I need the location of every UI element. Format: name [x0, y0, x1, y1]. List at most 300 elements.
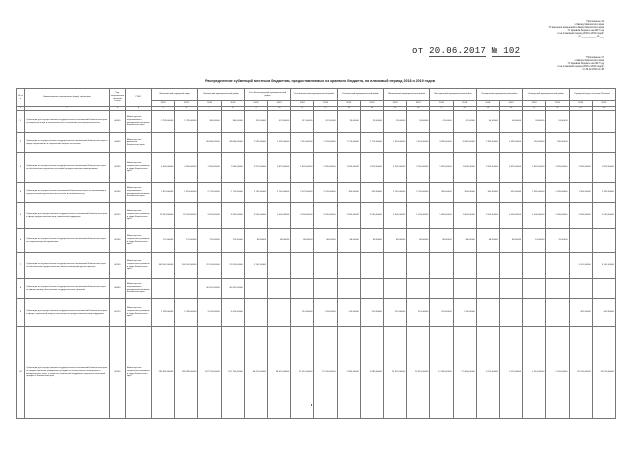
year-header: 2019	[453, 101, 476, 107]
row-number-cell: 9	[17, 299, 25, 327]
amount-cell: 250,00000	[546, 133, 569, 153]
amount-cell	[546, 299, 569, 327]
subvention-name-cell: Субвенции на осуществление государственных полномочий Камчатского края по социальному обслуживанию	[25, 229, 110, 253]
amount-cell: 355,00000	[453, 183, 476, 203]
year-header: 2019	[407, 101, 430, 107]
year-header: 2019	[221, 101, 244, 107]
amount-cell: 303 001,00000	[152, 253, 175, 279]
amount-cell	[569, 133, 592, 153]
amount-cell: 7 913,00000	[291, 133, 314, 153]
column-number: 17	[430, 107, 453, 111]
amount-cell: 345,00000	[198, 111, 221, 133]
amount-cell: 3 205,00000	[314, 203, 337, 229]
amount-cell: 183 995,00000	[152, 327, 175, 419]
amount-cell: 7 595,00000	[268, 133, 291, 153]
column-number: 6	[175, 107, 198, 111]
amount-cell: 417,00000	[314, 111, 337, 133]
table-row	[17, 327, 616, 419]
header-line: к Закону Камчатского края	[574, 59, 604, 62]
amount-cell: 3 205,00000	[198, 203, 221, 229]
column-number: 11	[291, 107, 314, 111]
amount-cell: 1 392,00000	[476, 133, 499, 153]
col-header-district: Соболевский муниципальный район	[337, 89, 383, 101]
amount-cell: 1 005,00000	[476, 203, 499, 229]
table-row	[17, 203, 616, 229]
amount-cell: 1 825,00000	[453, 153, 476, 183]
amount-cell: 1 015,00000	[476, 327, 499, 419]
subvention-name-cell: Субвенции на осуществление полномочий Камчатского края по организации и осуществлению деятельности по опеке и попечительству	[25, 183, 110, 203]
amount-cell: 88,00000	[360, 229, 383, 253]
amount-cell	[499, 279, 522, 299]
amount-cell: 1 005,00000	[383, 203, 406, 229]
table-row	[17, 299, 616, 327]
col-header-district: Олюторский муниципальный район	[523, 89, 569, 101]
amount-cell: 355,00000	[499, 183, 522, 203]
amount-cell: 3 205,00000	[221, 203, 244, 229]
amount-cell	[430, 253, 453, 279]
grbs-cell: Министерство социального развития и труда Камчатского края	[125, 153, 151, 183]
grbs-cell: Министерство социального развития и труда Камчатского края	[125, 299, 151, 327]
amount-cell: 24,00000	[546, 111, 569, 133]
amount-cell	[523, 299, 546, 327]
row-number-cell: 4	[17, 183, 25, 203]
year-header: 2019	[268, 101, 291, 107]
amount-cell: 1 005,00000	[523, 203, 546, 229]
header-previous-appendix-block	[434, 56, 604, 71]
code-cell: 40130	[109, 153, 125, 183]
amount-cell: 250,00000	[523, 133, 546, 153]
year-header: 2019	[360, 101, 383, 107]
header-line: "О краевом бюджете на 2017 год	[567, 62, 604, 65]
column-number: 23	[569, 107, 592, 111]
column-number: 1	[17, 107, 25, 111]
row-number-cell: 1	[17, 111, 25, 133]
header-line: и на плановый период 2018 и 2019 годов"	[557, 32, 604, 35]
year-header: 2018	[152, 101, 175, 107]
amount-cell: 88,00000	[407, 229, 430, 253]
amount-cell	[476, 299, 499, 327]
year-header: 2018	[291, 101, 314, 107]
amount-cell: 7 595,00000	[244, 133, 267, 153]
subventions-table	[16, 88, 616, 419]
amount-cell: 214,00000	[453, 299, 476, 327]
amount-cell	[337, 279, 360, 299]
header-line: "Приложение 17	[585, 56, 604, 59]
amount-cell: 33,00000	[383, 111, 406, 133]
amount-cell: 2 995,00000	[360, 327, 383, 419]
amount-cell: 3 992,00000	[430, 133, 453, 153]
subvention-name-cell: Субвенции на осуществление государственных полномочий Камчатского края по обеспечению отдельных категорий граждан жилыми помещениями	[25, 153, 110, 183]
amount-cell	[407, 279, 430, 299]
amount-cell: 27 015,00000	[314, 327, 337, 419]
column-number: 7	[198, 107, 221, 111]
amount-cell: 44,00000	[476, 111, 499, 133]
amount-cell: 1 005,00000	[592, 203, 615, 229]
amount-cell: 1 825,00000	[569, 153, 592, 183]
amount-cell: 1 825,00000	[499, 153, 522, 183]
amount-cell: 2 875,00000	[244, 153, 267, 183]
amount-cell: 3 415,00000	[198, 299, 221, 327]
amount-cell: 88,00000	[314, 229, 337, 253]
amount-cell: 88,00000	[291, 229, 314, 253]
amount-cell: 1 005,00000	[546, 203, 569, 229]
header-appendix-block	[434, 20, 604, 38]
amount-cell: 2 005,00000	[268, 203, 291, 229]
grbs-cell: Министерство финансов Камчатского края	[125, 133, 151, 153]
code-cell: 40170	[109, 299, 125, 327]
amount-cell: 22 015,00000	[198, 253, 221, 279]
code-cell: 40100	[109, 327, 125, 419]
column-number: 20	[499, 107, 522, 111]
year-header: 2018	[244, 101, 267, 107]
amount-cell	[430, 279, 453, 299]
amount-cell: 23 015,00000	[383, 327, 406, 419]
amount-cell: 15,00000	[523, 229, 546, 253]
column-number: 21	[523, 107, 546, 111]
amount-cell: 48 830,00000	[198, 133, 221, 153]
amount-cell: 5 101,00000	[569, 253, 592, 279]
amount-cell: 1 825,00000	[291, 153, 314, 183]
amount-cell: 7 424,00000	[407, 133, 430, 153]
amount-cell: 22 015,00000	[221, 253, 244, 279]
amount-cell: 27 015,00000	[291, 327, 314, 419]
amount-cell	[453, 253, 476, 279]
amount-cell: 214,00000	[360, 299, 383, 327]
column-number: 13	[337, 107, 360, 111]
year-header: 2018	[198, 101, 221, 107]
amount-cell: 1 285,00000	[152, 299, 175, 327]
amount-cell: 88,00000	[268, 229, 291, 253]
amount-cell: 2 875,00000	[268, 153, 291, 183]
col-header-district: Мильковский муниципальный район	[383, 89, 429, 101]
amount-cell: 1 813,00000	[152, 183, 175, 203]
amount-cell: 3 205,00000	[291, 203, 314, 229]
amount-cell: 2 005,00000	[337, 203, 360, 229]
amount-cell: 7 714,00000	[337, 133, 360, 153]
amount-cell: 7 424,00000	[383, 133, 406, 153]
column-number: 22	[546, 107, 569, 111]
amount-cell: 1 825,00000	[476, 153, 499, 183]
column-number: 15	[383, 107, 406, 111]
amount-cell: 2 745,00000	[268, 183, 291, 203]
amount-cell	[523, 279, 546, 299]
amount-cell: 3 992,00000	[453, 133, 476, 153]
grbs-cell: Министерство социального развития и труда Камчатского края	[125, 203, 151, 229]
grbs-cell: Министерство образования и молодежной политики Камчатского края	[125, 183, 151, 203]
header-line: и на плановый период 2018 и 2019 годов"	[557, 65, 604, 68]
amount-cell: 183 995,00000	[175, 327, 198, 419]
col-header-name: Наименование направления (вида) субвенции	[25, 89, 110, 107]
amount-cell: 1 825,00000	[360, 153, 383, 183]
amount-cell: 2 995,00000	[337, 327, 360, 419]
year-header: 2018	[569, 101, 592, 107]
subvention-name-cell: Субвенции для осуществления государственных полномочий Камчатского края в сфере предоставления мер социальной поддержки	[25, 203, 110, 229]
amount-cell	[569, 279, 592, 299]
col-header-district: Усть-Камчатский муниципальный район	[291, 89, 337, 101]
amount-cell: 474,00000	[244, 111, 267, 133]
amount-cell: 17 405,00000	[430, 327, 453, 419]
code-cell: 40160	[109, 229, 125, 253]
amount-cell: 33,00000	[407, 111, 430, 133]
amount-cell: 1 355,00000	[523, 183, 546, 203]
amount-cell: 402,00000	[592, 299, 615, 327]
amount-cell: 2 745,00000	[244, 183, 267, 203]
amount-cell	[268, 253, 291, 279]
code-cell: 40150	[109, 253, 125, 279]
amount-cell: 4 565,00000	[152, 153, 175, 183]
amount-cell	[499, 253, 522, 279]
table-row	[17, 279, 616, 299]
amount-cell	[383, 279, 406, 299]
amount-cell	[175, 133, 198, 153]
column-number: 24	[592, 107, 615, 111]
amount-cell: 1 825,00000	[337, 153, 360, 183]
column-number: 8	[221, 107, 244, 111]
column-number: 16	[407, 107, 430, 111]
header-line: Приложение 12	[586, 20, 604, 23]
amount-cell: 47,00000	[453, 111, 476, 133]
col-header-district: Елизовский муниципальный район	[198, 89, 244, 101]
row-number-cell: 10	[17, 327, 25, 419]
column-number: 19	[476, 107, 499, 111]
amount-cell: 1 285,00000	[175, 299, 198, 327]
year-header: 2019	[592, 101, 615, 107]
amount-cell: 2 075,00000	[291, 183, 314, 203]
amount-cell: 187 755,00000	[221, 327, 244, 419]
subvention-name-cell: Субвенции на осуществление государственных полномочий Камчатского края по финансовому обеспечению государственных гарантий	[25, 279, 110, 299]
amount-cell: 46 031,00000	[198, 279, 221, 299]
row-number-cell: 3	[17, 153, 25, 183]
amount-cell	[175, 279, 198, 299]
amount-cell	[476, 253, 499, 279]
amount-cell: 33,00000	[337, 111, 360, 133]
amount-cell	[407, 253, 430, 279]
amount-cell	[592, 133, 615, 153]
amount-cell	[314, 279, 337, 299]
amount-cell: 15,00000	[546, 229, 569, 253]
grbs-cell: Министерство социального развития и труда Камчатского края	[125, 253, 151, 279]
amount-cell: 7 714,00000	[360, 133, 383, 153]
table-row	[17, 229, 616, 253]
subvention-name-cell: Субвенции для осуществления государственных полномочий Камчатского края по вопросам опеки и попечительства в отношении несовершеннолетних	[25, 111, 110, 133]
column-number: 2	[25, 107, 110, 111]
amount-cell: 214,00000	[337, 299, 360, 327]
amount-cell: 22 619,00000	[175, 203, 198, 229]
amount-cell: 474,00000	[268, 111, 291, 133]
amount-cell: 1 795,00000	[152, 111, 175, 133]
subvention-name-cell: Субвенции для осуществления государственных полномочий Камчатского края в сфере социальной защиты населения по предоставлению мер поддержки	[25, 299, 110, 327]
amount-cell: 33,00000	[360, 111, 383, 133]
amount-cell: 22 619,00000	[152, 203, 175, 229]
column-number: 4	[125, 107, 151, 111]
stamp-date: 20.06.2017	[429, 46, 487, 56]
stamp-number: № 102	[491, 46, 521, 56]
year-header: 2018	[337, 101, 360, 107]
table-row	[17, 111, 616, 133]
amount-cell	[499, 299, 522, 327]
amount-cell: 1 825,00000	[523, 153, 546, 183]
grbs-cell: Министерство социального развития и труда Камчатского края	[125, 229, 151, 253]
amount-cell: 88,00000	[476, 229, 499, 253]
amount-cell: 355,00000	[430, 183, 453, 203]
amount-cell: 3 415,00000	[221, 299, 244, 327]
amount-cell: 1 355,00000	[546, 183, 569, 203]
amount-cell: 187 755,00000	[198, 327, 221, 419]
amount-cell: 303 001,00000	[175, 253, 198, 279]
amount-cell: 1 392,00000	[499, 133, 522, 153]
amount-cell: 1 355,00000	[592, 183, 615, 203]
amount-cell: 1 005,00000	[569, 203, 592, 229]
amount-cell: 2 005,00000	[244, 203, 267, 229]
amount-cell: 2 205,00000	[407, 153, 430, 183]
amount-cell: 47,00000	[430, 111, 453, 133]
amount-cell	[268, 279, 291, 299]
amount-cell: 214,00000	[407, 299, 430, 327]
amount-cell: 38 414,00000	[244, 327, 267, 419]
code-cell: 40040	[109, 133, 125, 153]
amount-cell: 1 825,00000	[592, 153, 615, 183]
amount-cell: 1 005,00000	[453, 203, 476, 229]
code-cell: 40040	[109, 279, 125, 299]
table-row	[17, 183, 616, 203]
header-line: к Закону Камчатского края	[574, 23, 604, 26]
amount-cell	[476, 279, 499, 299]
column-number: 10	[268, 107, 291, 111]
amount-cell	[360, 279, 383, 299]
amount-cell: 48 830,00000	[221, 133, 244, 153]
subvention-name-cell: Субвенции на осуществление государственных полномочий Камчатского края по обеспечению предоставления жилых помещений детям-сиротам	[25, 253, 110, 279]
amount-cell: 2 745,00000	[407, 183, 430, 203]
year-header: 2018	[430, 101, 453, 107]
subvention-name-cell: Субвенции на осуществление государственных полномочий Камчатского края в сфере образования и социальной защиты населения	[25, 133, 110, 153]
amount-cell: 2 715,00000	[221, 183, 244, 203]
amount-cell: 1 795,00000	[175, 111, 198, 133]
document-title: Распределение субвенций местным бюджетам, предоставляемых из краевого бюджета, на плановый период 2018 и 2019 годов	[205, 79, 435, 83]
amount-cell: 88,00000	[499, 229, 522, 253]
col-header-num: № п/п	[17, 89, 25, 107]
amount-cell: 345,00000	[221, 111, 244, 133]
header-line: "О краевом бюджете на 2017 год	[567, 29, 604, 32]
amount-cell: 355,00000	[476, 183, 499, 203]
amount-cell: 1 005,00000	[430, 203, 453, 229]
amount-cell: 46 031,00000	[221, 279, 244, 299]
table-body	[17, 111, 616, 419]
amount-cell: 88,00000	[383, 229, 406, 253]
year-header: 2018	[476, 101, 499, 107]
amount-cell	[523, 253, 546, 279]
col-header-district: Быстринский муниципальный район	[430, 89, 476, 101]
year-header: 2019	[546, 101, 569, 107]
amount-cell: 214,00000	[430, 299, 453, 327]
amount-cell	[360, 253, 383, 279]
col-header-grbs: ГРБС	[125, 89, 151, 107]
amount-cell: 355,00000	[360, 183, 383, 203]
amount-cell	[592, 111, 615, 133]
amount-cell: 214,00000	[383, 299, 406, 327]
amount-cell: 44,00000	[499, 111, 522, 133]
year-header: 2018	[383, 101, 406, 107]
code-cell: 40190	[109, 183, 125, 203]
column-number: 12	[314, 107, 337, 111]
amount-cell: 1 015,00000	[523, 327, 546, 419]
amount-cell: 1 355,00000	[569, 183, 592, 203]
amount-cell: 88,00000	[337, 229, 360, 253]
amount-cell: 175,00000	[221, 229, 244, 253]
grbs-cell: Министерство образования и молодежной политики Камчатского края	[125, 111, 151, 133]
row-number-cell: 7	[17, 253, 25, 279]
col-header-district: Усть-Большерецкий муниципальный район	[244, 89, 290, 101]
amount-cell	[569, 229, 592, 253]
amount-cell: 355,00000	[337, 183, 360, 203]
col-header-district: Пенжинский муниципальный район	[476, 89, 522, 101]
amount-cell: 175,00000	[152, 229, 175, 253]
grbs-cell: Министерство социального развития и труда Камчатского края	[125, 327, 151, 419]
header-line: от ___________ № ___	[578, 35, 604, 38]
row-number-cell: 2	[17, 133, 25, 153]
amount-cell: 175,00000	[175, 229, 198, 253]
year-header: 2019	[175, 101, 198, 107]
amount-cell: 24,00000	[523, 111, 546, 133]
amount-cell	[244, 279, 267, 299]
amount-cell: 2 005,00000	[360, 203, 383, 229]
amount-cell	[453, 279, 476, 299]
amount-cell: 7 913,00000	[314, 133, 337, 153]
amount-cell	[546, 253, 569, 279]
amount-cell: 88,00000	[453, 229, 476, 253]
amount-cell: 1 813,00000	[175, 183, 198, 203]
year-header: 2018	[523, 101, 546, 107]
column-number: 18	[453, 107, 476, 111]
amount-cell: 1 825,00000	[430, 153, 453, 183]
grbs-cell: Министерство образования и молодежной политики Камчатского края	[125, 279, 151, 299]
amount-cell: 2 745,00000	[383, 183, 406, 203]
amount-cell	[291, 253, 314, 279]
column-number: 14	[360, 107, 383, 111]
amount-cell: 1 005,00000	[499, 203, 522, 229]
amount-cell: 5 101,00000	[592, 253, 615, 279]
col-header-district: Городской округ «поселок Палана»	[569, 89, 616, 101]
row-number-cell: 6	[17, 229, 25, 253]
amount-cell	[244, 299, 267, 327]
amount-cell: 402,00000	[569, 299, 592, 327]
amount-cell	[592, 279, 615, 299]
code-cell: 40120	[109, 203, 125, 229]
amount-cell: 2 205,00000	[383, 153, 406, 183]
amount-cell: 88,00000	[430, 229, 453, 253]
table-row	[17, 153, 616, 183]
amount-cell: 214,00000	[314, 299, 337, 327]
amount-cell: 2 075,00000	[314, 183, 337, 203]
table-row	[17, 133, 616, 153]
column-number: 3	[109, 107, 125, 111]
row-number-cell: 5	[17, 203, 25, 229]
amount-cell	[383, 253, 406, 279]
amount-cell	[569, 111, 592, 133]
amount-cell: 17 405,00000	[453, 327, 476, 419]
amount-cell: 7 590,00000	[198, 153, 221, 183]
year-header: 2019	[499, 101, 522, 107]
page-mark	[311, 404, 312, 406]
amount-cell	[592, 229, 615, 253]
header-line: "О внесении изменений в Закон Камчатского края	[548, 26, 604, 29]
amount-cell: 2 101,00000	[244, 253, 267, 279]
column-number: 9	[244, 107, 267, 111]
code-cell: 40030	[109, 111, 125, 133]
table-row	[17, 253, 616, 279]
amount-cell: 23 015,00000	[407, 327, 430, 419]
amount-cell	[314, 253, 337, 279]
year-header: 2019	[314, 101, 337, 107]
